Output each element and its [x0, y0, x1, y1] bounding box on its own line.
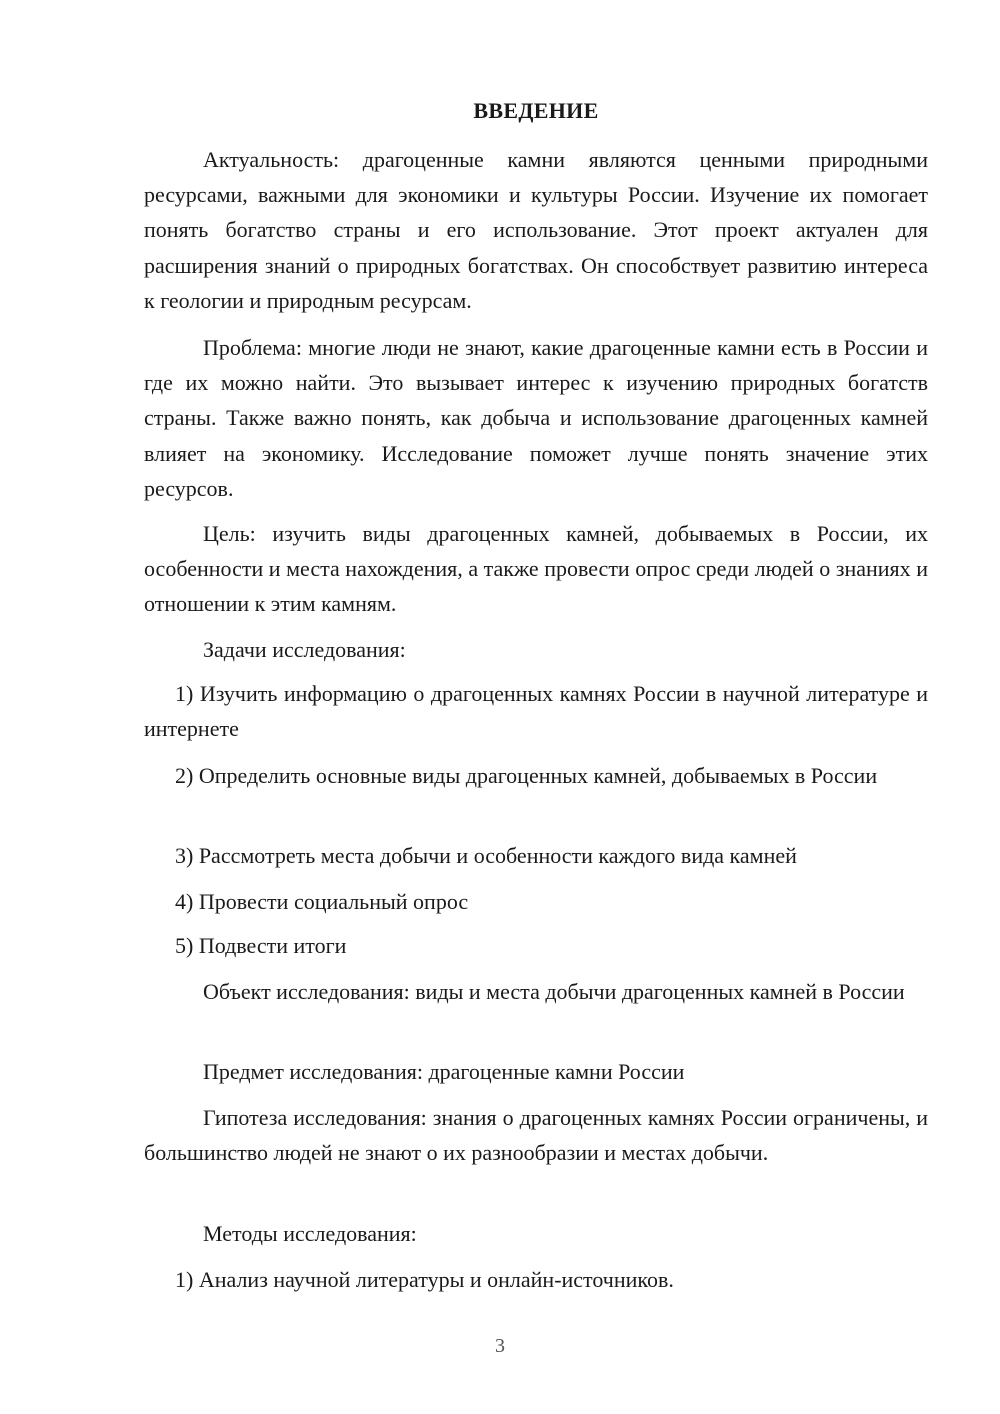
goal-paragraph: Цель: изучить виды драгоценных камней, добываемых в России, их особенности и места нахождения, а также провести опрос среди людей о знаниях и отношении к этим камням. — [144, 521, 928, 617]
task-item-3: 3) Рассмотреть места добычи и особенности каждого вида камней — [175, 843, 797, 868]
object-paragraph: Объект исследования: виды и места добычи драгоценных камней в России — [203, 979, 905, 1004]
method-item-1: 1) Анализ научной литературы и онлайн-источников. — [175, 1267, 674, 1292]
methods-heading: Методы исследования: — [203, 1221, 417, 1246]
section-heading: ВВЕДЕНИЕ — [473, 98, 599, 123]
problem-paragraph: Проблема: многие люди не знают, какие драгоценные камни есть в России и где их можно найти. Это вызывает интерес к изучению природных богатств страны. Также важно понять, как добыча и использование драгоценных камней влияет на экономику. Исследование поможет лучше понять значение этих ресурсов. — [144, 335, 928, 501]
subject-paragraph: Предмет исследования: драгоценные камни России — [203, 1059, 685, 1084]
task-item-1: 1) Изучить информацию о драгоценных камнях России в научной литературе и интернете — [144, 681, 928, 742]
relevance-paragraph: Актуальность: драгоценные камни являются ценными природными ресурсами, важными для экономики и культуры России. Изучение их помогает понять богатство страны и его использование. Этот проект актуален для расширения знаний о природных богатствах. Он способствует развитию интереса к геологии и природным ресурсам. — [144, 147, 928, 313]
page-number: 3 — [495, 1335, 505, 1357]
task-item-2: 2) Определить основные виды драгоценных камней, добываемых в России — [175, 763, 878, 788]
hypothesis-paragraph: Гипотеза исследования: знания о драгоценных камнях России ограничены, и большинство людей не знают о их разнообразии и местах добычи. — [144, 1105, 928, 1166]
task-item-5: 5) Подвести итоги — [175, 933, 347, 958]
tasks-heading: Задачи исследования: — [203, 637, 406, 662]
task-item-4: 4) Провести социальный опрос — [175, 889, 469, 914]
